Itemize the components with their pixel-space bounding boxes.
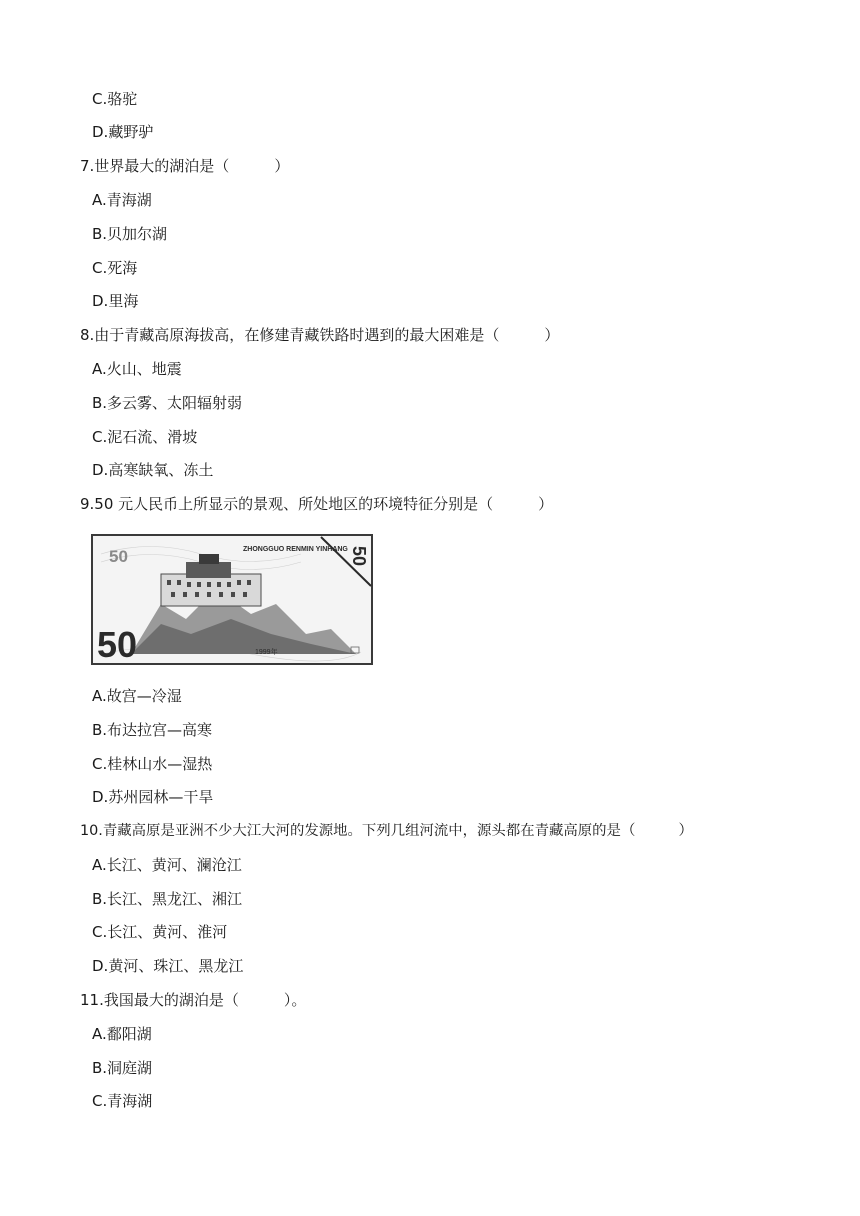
banknote-50-yuan-image <box>91 534 373 665</box>
small-denomination: 50 <box>109 547 128 566</box>
question-7: 7.世界最大的湖泊是（ ） <box>80 157 290 175</box>
option-9a: A.故宫—冷湿 <box>92 687 182 705</box>
option-10c: C.长江、黄河、淮河 <box>92 923 228 941</box>
large-denomination: 50 <box>97 624 138 665</box>
question-11: 11.我国最大的湖泊是（ ）。 <box>80 991 307 1009</box>
option-11c: C.青海湖 <box>92 1092 153 1110</box>
option-9b: B.布达拉宫—高寒 <box>92 721 213 739</box>
option-7a: A.青海湖 <box>92 191 152 209</box>
option-6c: C.骆驼 <box>92 90 138 108</box>
question-9: 9.50 元人民币上所显示的景观、所处地区的环境特征分别是（ ） <box>80 495 554 513</box>
option-11b: B.洞庭湖 <box>92 1059 153 1077</box>
bank-name-text: ZHONGGUO RENMIN YINHANG <box>243 546 348 553</box>
option-8c: C.泥石流、滑坡 <box>92 428 198 446</box>
option-7d: D.里海 <box>92 292 139 310</box>
option-11a: A.鄱阳湖 <box>92 1025 152 1043</box>
option-9c: C.桂林山水—湿热 <box>92 755 213 773</box>
rotated-denomination: 50 <box>349 546 369 567</box>
option-10a: A.长江、黄河、澜沧江 <box>92 856 242 874</box>
question-8: 8.由于青藏高原海拔高，在修建青藏铁路时遇到的最大困难是（ ） <box>80 326 560 344</box>
option-6d: D.藏野驴 <box>92 123 154 141</box>
option-8a: A.火山、地震 <box>92 360 182 378</box>
option-7c: C.死海 <box>92 259 138 277</box>
option-8b: B.多云雾、太阳辐射弱 <box>92 394 243 412</box>
year-text: 1999年 <box>255 649 278 656</box>
option-10d: D.黄河、珠江、黑龙江 <box>92 957 244 975</box>
question-10: 10.青藏高原是亚洲不少大江大河的发源地。下列几组河流中，源头都在青藏高原的是（ ） <box>80 823 693 839</box>
option-9d: D.苏州园林—干旱 <box>92 788 214 806</box>
option-10b: B.长江、黑龙江、湘江 <box>92 890 243 908</box>
option-8d: D.高寒缺氧、冻土 <box>92 461 214 479</box>
option-7b: B.贝加尔湖 <box>92 225 168 243</box>
